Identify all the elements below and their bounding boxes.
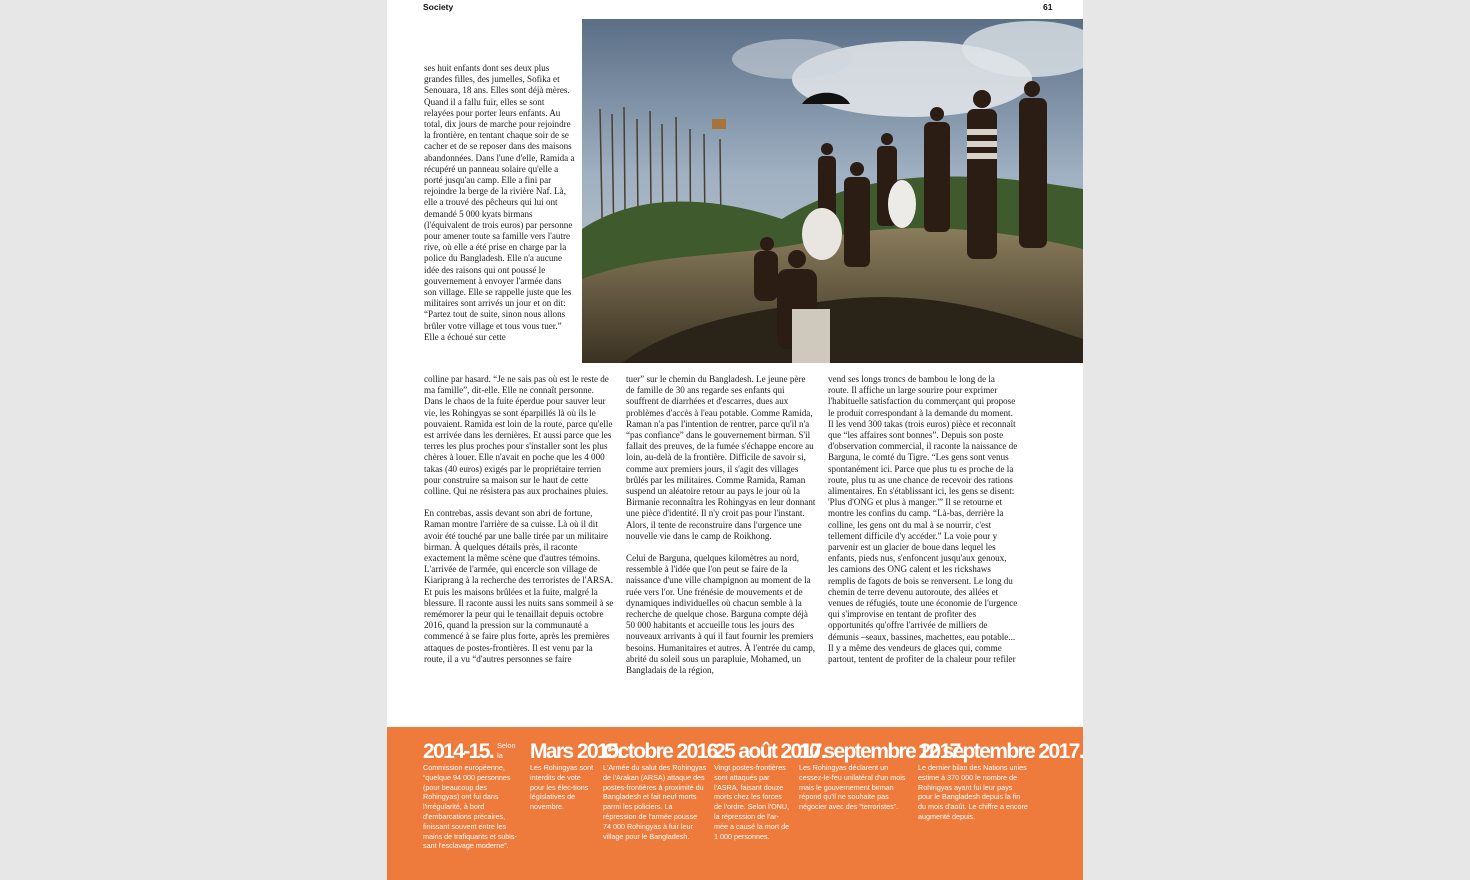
timeline-entry	[714, 740, 826, 841]
timeline-year: 10 septembre 2017.	[799, 740, 964, 763]
timeline-year: 2014-15.	[423, 740, 494, 763]
article-column-3	[828, 374, 1018, 665]
timeline-banner	[387, 727, 1083, 880]
timeline-entry	[799, 740, 964, 812]
timeline-text: Les Rohingyas sont interdits de vote pour les élec-tions législatives de novembre.	[530, 763, 594, 812]
timeline-text: Vingt postes-frontières sont attaqués par l'ASRA, faisant douze morts chez les forces de l'ordre. Selon l'ONU, la répression de l'ar-mée a causé la mort de 1 000 personnes.	[714, 763, 790, 841]
timeline-year: Mars 2015.	[530, 740, 622, 763]
article-paragraph: tuer” sur le chemin du Bangladesh. Le jeune père de famille de 30 ans regarde ses enfants qui souffrent de diarrhées et d'escarres, dues aux problèmes d'accès à l'eau potable. Comme Ramida, Raman n'a pas l'intention de rentrer, parce qu'il n'a “pas confiance” dans le gouvernement birman. S'il fallait des preuves, de la fumée s'échappe encore au loin, au-delà de la frontière. Difficile de savoir si, comme aux premiers jours, il s'agit des villages brûlés par les militaires. Comme Ramida, Raman suspend un aléatoire retour au pays le jour où la Birmanie reconnaîtra les Rohingyas en leur donnant une pièce d'identité. Il n'y croit pas pour l'instant. Alors, il tente de reconstruire dans l'urgence une nouvelle vie dans le camp de Roikhong.	[626, 374, 816, 541]
article-paragraph: Celui de Barguna, quelques kilomètres au nord, ressemble à l'idée que l'on peut se faire de la naissance d'une ville champignon au moment de la ruée vers l'or. Une frénésie de mouvements et de dynamiques individuelles où chacun semble à la recherche de quelque chose. Barguna compte déjà 50 000 habitants et accueille tous les jours des nouveaux arrivants à qui il faut fournir les premiers besoins. Humanitaires et autres. À l'entrée du camp, abrité du soleil sous un parapluie, Mohamed, un Bangladais de la région,	[626, 553, 816, 676]
timeline-entry	[918, 740, 1083, 822]
article-column-1-lower	[424, 374, 614, 665]
article-paragraph: En contrebas, assis devant son abri de fortune, Raman montre l'arrière de sa cuisse. Là où il dit avoir été touché par une balle tirée par un militaire birman. À quelques détails près, il raconte exactement la même scène que d'autres témoins. L'arrivée de l'armée, qui encercle son village de Kiariprang à la recherche des terroristes de l'ARSA. Et puis les maisons brûlées et la fuite, malgré la blessure. Il raconte aussi les nuits sans sommeil à se remémorer la peur qui le tenaillait depuis octobre 2016, quand la pression sur la communauté a commencé à se faire plus forte, après les premières attaques de postes-frontières. Il est venu par la route, il a vu “d'autres personnes se faire	[424, 508, 614, 664]
timeline-text: Le dernier bilan des Nations unies estime à 370 000 le nombre de Rohingyas ayant fui leur pays pour le Bangladesh depuis la fin du mois d'août. Le chiffre a encore augmenté depuis.	[918, 763, 1028, 821]
timeline-entry	[530, 740, 622, 812]
article-column-1	[424, 63, 576, 343]
timeline-entry	[423, 741, 523, 851]
page-number: 61	[1043, 2, 1053, 12]
timeline-text: Selon la Commission européenne, “quelque 94 000 personnes (pour beaucoup des Rohingyas) ont fui dans l'irrégularité, à bord d'embarcations précaires, finissant souvent entre les mains de trafiquants et subis-sant l'esclavage moderne”.	[423, 741, 517, 851]
timeline-year: 12 septembre 2017.	[918, 740, 1083, 763]
timeline-year: Octobre 2016.	[603, 740, 722, 763]
article-paragraph: vend ses longs troncs de bambou le long de la route. Il affiche un large sourire pour exprimer l'habituelle satisfaction du commerçant qui propose le produit correspondant à la demande du moment. Il les vend 300 takas (trois euros) pièce et reconnaît que “les affaires sont bonnes”. Depuis son poste d'observation commercial, il raconte la naissance de Barguna, le comté du Tigre. “Les gens sont venus spontanément ici. Parce que plus tu es proche de la route, plus tu as une chance de recevoir des rations alimentaires. En s'établissant ici, les gens se disent: 'Plus d'ONG et plus à manger.'” Il se retourne et montre les confins du camp. “Là-bas, derrière la colline, les gens ont du mal à se nourrir, c'est tellement difficile d'y accéder.” La voie pour y parvenir est un glacier de boue dans lequel les enfants, pieds nus, s'enfoncent jusqu'aux genoux, les camions des ONG calent et les rickshaws remplis de fagots de bois se renversent. Le long du chemin de terre devenu autoroute, des allées et venues de réfugiés, toute une économie de l'urgence qui s'improvise en tentant de profiter des opportunités qu'offre l'arrivée de milliers de démunis –seaux, bassines, machettes, eau potable... Il y a même des vendeurs de glaces qui, comme partout, tentent de profiter de la chaleur pour refiler	[828, 374, 1018, 665]
timeline-entry	[603, 740, 722, 841]
timeline-year: 25 août 2017.	[714, 740, 826, 763]
article-paragraph: ses huit enfants dont ses deux plus grandes filles, des jumelles, Sofika et Senouara, 18 ans. Elles sont déjà mères. Quand il a fallu fuir, elles se sont relayées pour porter leurs enfants. Au total, dix jours de marche pour rejoindre la frontière, en tentant chaque soir de se cacher et de se reposer dans des maisons abandonnées. Dans l'une d'elle, Ramida a récupéré un panneau solaire qu'elle a porté jusqu'au camp. Elle a fini par rejoindre la berge de la rivière Naf. Là, elle a trouvé des pêcheurs qui lui ont demandé 5 000 kyats birmans (l'équivalent de trois euros) par personne pour amener toute sa famille vers l'autre rive, où elle a été prise en charge par la police du Bangladesh. Elle n'a aucune idée des raisons qui ont poussé le gouvernement à envoyer l'armée dans son village. Elle se rappelle juste que les militaires sont arrivés un jour et on dit: “Partez tout de suite, sinon nous allons brûler votre village et tous vous tuer.” Elle a échoué sur cette	[424, 63, 575, 342]
article-column-2	[626, 374, 816, 676]
timeline-text: Les Rohingyas déclarent un cessez-le-feu unilatéral d'un mois mais le gouvernement birman répond qu'il ne souhaite pas négocier avec des “terroristes”.	[799, 763, 906, 812]
refugees-photo	[582, 19, 1083, 363]
magazine-page	[387, 0, 1083, 880]
section-label: Society	[423, 2, 454, 12]
article-paragraph: colline par hasard. “Je ne sais pas où est le reste de ma famille”, dit-elle. Elle ne connaît personne. Dans le chaos de la fuite éperdue pour sauver leur vie, les Rohingyas se sont éparpillés là où ils le pouvaient. Ramida est loin de la route, parce qu'elle est arrivée dans les dernières. Et aussi parce que les terres les plus proches pour s'installer sont les plus chères à louer. Elle n'avait en poche que les 4 000 takas (40 euros) exigés par le propriétaire terrien pour construire sa maison sur le haut de cette colline. Qui ne résistera pas aux prochaines pluies.	[424, 374, 613, 497]
timeline-text: L'Armée du salut des Rohingyas de l'Arakan (ARSA) attaque des postes-frontières à proximité du Bangladesh et fait neuf morts parmi les policiers. La répression de l'armée pousse 74 000 Rohingyas à fuir leur village pour le Bangladesh.	[603, 763, 707, 841]
